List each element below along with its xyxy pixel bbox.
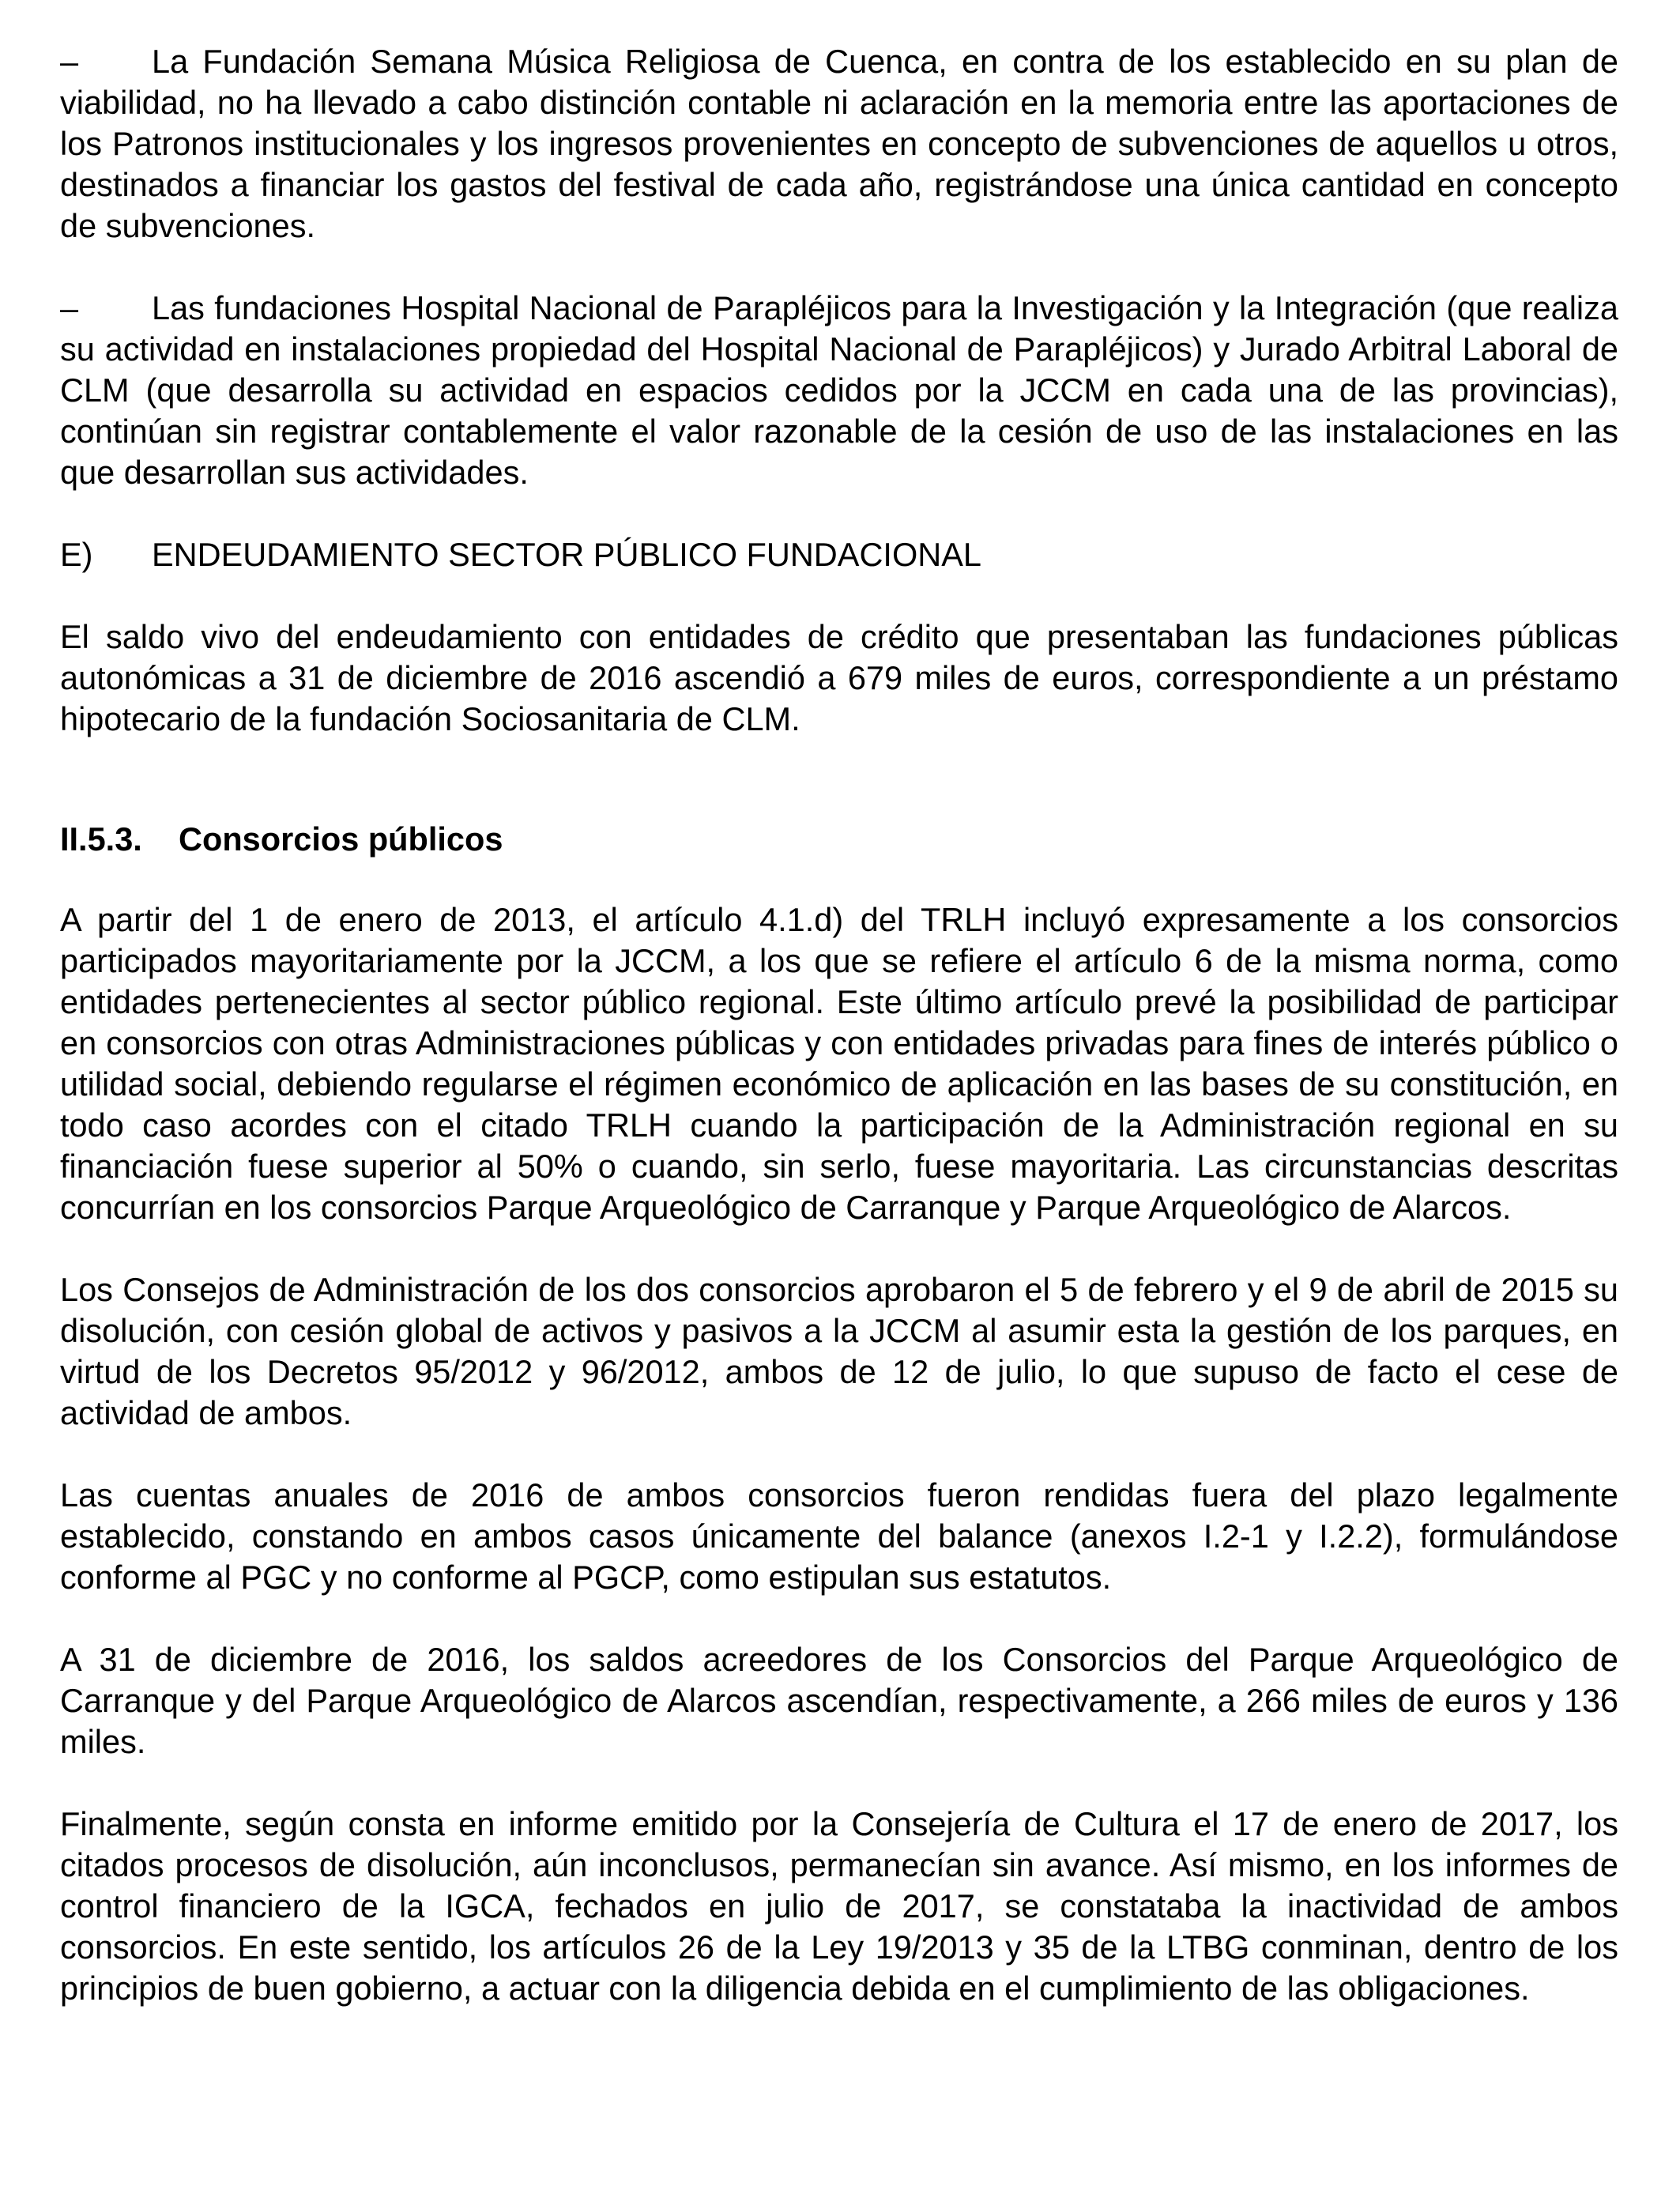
subsection-heading-e <box>60 534 1618 575</box>
bullet-text: La Fundación Semana Música Religiosa de Cuenca, en contra de los establecido en su plan de viabilidad, no ha llevado a cabo distinción contable ni aclaración en la memoria entre las aportaciones de los Patronos institucionales y los ingresos provenientes en concepto de subvenciones de aquellos u otros, destinados a financiar los gastos del festival de cada año, registrándose una única cantidad en concepto de subvenciones. <box>60 43 1618 244</box>
section-paragraph-5: Finalmente, según consta en informe emitido por la Consejería de Cultura el 17 de enero de 2017, los citados procesos de disolución, aún inconclusos, permanecían sin avance. Así mismo, en los informes de control financiero de la IGCA, fechados en julio de 2017, se constataba la inactividad de ambos consorcios. En este sentido, los artículos 26 de la Ley 19/2013 y 35 de la LTBG conminan, dentro de los principios de buen gobierno, a actuar con la diligencia debida en el cumplimiento de las obligaciones. <box>60 1805 1618 2007</box>
dash-marker: – <box>60 43 79 80</box>
bullet-paragraph-1 <box>60 41 1618 247</box>
subsection-label: E) <box>60 536 93 573</box>
section-paragraph-3: Las cuentas anuales de 2016 de ambos consorcios fueron rendidas fuera del plazo legalmente establecido, constando en ambos casos únicamente del balance (anexos I.2-1 y I.2.2), formulándose conforme al PGC y no conforme al PGCP, como estipulan sus estatutos. <box>60 1476 1618 1596</box>
subsection-e-paragraph: El saldo vivo del endeudamiento con entidades de crédito que presentaban las fundaciones públicas autonómicas a 31 de diciembre de 2016 ascendió a 679 miles de euros, correspondiente a un préstamo hipotecario de la fundación Sociosanitaria de CLM. <box>60 618 1618 737</box>
bullet-text: Las fundaciones Hospital Nacional de Parapléjicos para la Investigación y la Integración (que realiza su actividad en instalaciones propiedad del Hospital Nacional de Parapléjicos) y Jurado Arbitral Laboral de CLM (que desarrolla su actividad en espacios cedidos por la JCCM en cada una de las provincias), continúan sin registrar contablemente el valor razonable de la cesión de uso de las instalaciones en las que desarrollan sus actividades. <box>60 289 1618 491</box>
section-heading <box>60 819 1618 860</box>
section-title: Consorcios públicos <box>179 820 503 858</box>
section-paragraph-1: A partir del 1 de enero de 2013, el artículo 4.1.d) del TRLH incluyó expresamente a los consorcios participados mayoritariamente por la JCCM, a los que se refiere el artículo 6 de la misma norma, como entidades pertenecientes al sector público regional. Este último artículo prevé la posibilidad de participar en consorcios con otras Administraciones públicas y con entidades privadas para fines de interés público o utilidad social, debiendo regularse el régimen económico de aplicación en las bases de su constitución, en todo caso acordes con el citado TRLH cuando la participación de la Administración regional en su financiación fuese superior al 50% o cuando, sin serlo, fuese mayoritaria. Las circunstancias descritas concurrían en los consorcios Parque Arqueológico de Carranque y Parque Arqueológico de Alarcos. <box>60 901 1618 1226</box>
section-number: II.5.3. <box>60 820 142 858</box>
document-page <box>60 41 1618 2009</box>
section-paragraph-2: Los Consejos de Administración de los dos consorcios aprobaron el 5 de febrero y el 9 de abril de 2015 su disolución, con cesión global de activos y pasivos a la JCCM al asumir esta la gestión de los parques, en virtud de los Decretos 95/2012 y 96/2012, ambos de 12 de julio, lo que supuso de facto el cese de actividad de ambos. <box>60 1271 1618 1431</box>
subsection-title: ENDEUDAMIENTO SECTOR PÚBLICO FUNDACIONAL <box>152 536 981 573</box>
section-paragraph-4: A 31 de diciembre de 2016, los saldos acreedores de los Consorcios del Parque Arqueológico de Carranque y del Parque Arqueológico de Alarcos ascendían, respectivamente, a 266 miles de euros y 136 miles. <box>60 1641 1618 1760</box>
dash-marker: – <box>60 289 79 326</box>
bullet-paragraph-2 <box>60 288 1618 493</box>
